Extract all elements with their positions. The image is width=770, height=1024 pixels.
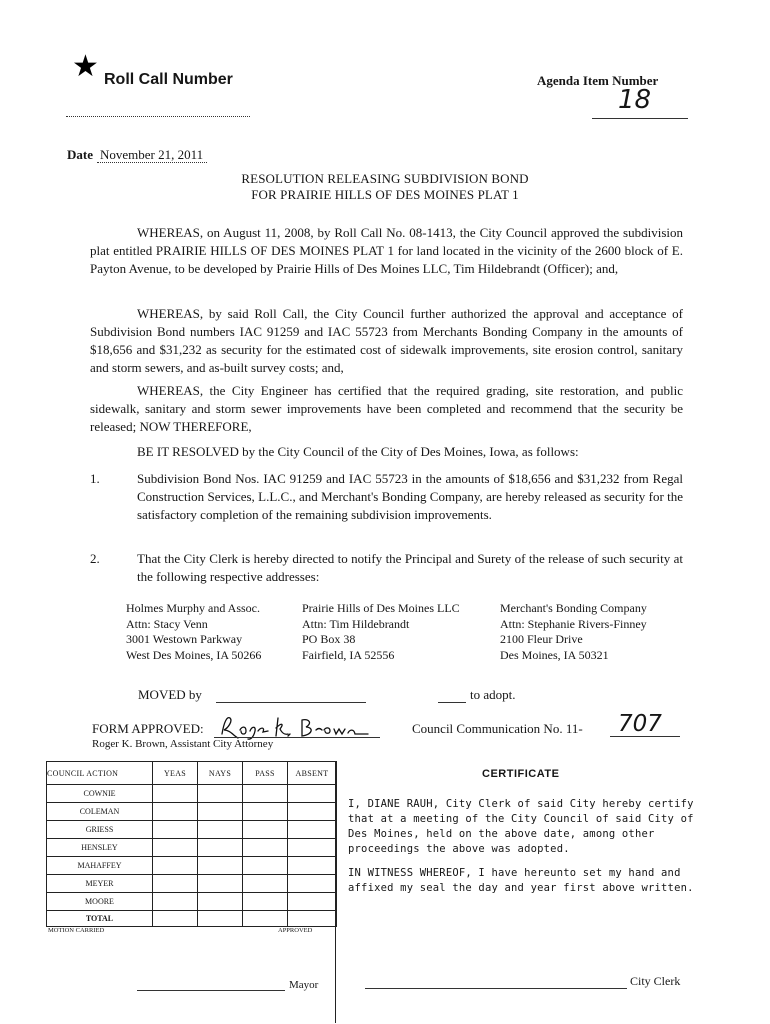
item-number: 2. [90, 551, 100, 566]
motion-carried-label: MOTION CARRIED [48, 927, 105, 934]
date-row [67, 147, 207, 163]
table-row [47, 857, 337, 875]
vote-cell [243, 821, 288, 839]
vote-cell [288, 875, 337, 893]
approved-label: APPROVED [278, 927, 313, 934]
total-label: TOTAL [85, 914, 114, 923]
vote-cell [243, 893, 288, 911]
certificate-title: CERTIFICATE [482, 768, 560, 780]
star-icon: ★ [72, 50, 99, 83]
header-council-action: COUNCIL ACTION [47, 762, 153, 785]
vote-cell [153, 785, 198, 803]
vote-cell [153, 821, 198, 839]
vote-cell [288, 857, 337, 875]
address-line: 2100 Fleur Drive [500, 632, 583, 646]
vote-cell [243, 911, 288, 927]
table-header-row [47, 762, 337, 785]
vote-cell [198, 821, 243, 839]
item-text: That the City Clerk is hereby directed to notify the Principal and Surety of the release of such security at the following respective addresses: [137, 551, 683, 584]
member-cell [47, 839, 153, 857]
title-line-2: FOR PRAIRIE HILLS OF DES MOINES PLAT 1 [251, 187, 519, 202]
member-name: GRIESS [85, 825, 114, 834]
moved-by-label: MOVED by [138, 687, 202, 702]
city-clerk-label: City Clerk [630, 974, 681, 988]
whereas-paragraph-1 [90, 224, 683, 278]
council-communication-label: Council Communication No. 11- [412, 721, 583, 736]
vote-cell [288, 839, 337, 857]
header-yeas: YEAS [153, 762, 198, 785]
table-row [47, 821, 337, 839]
resolution-title [0, 171, 770, 203]
vote-cell [153, 893, 198, 911]
member-cell [47, 785, 153, 803]
vote-cell [198, 857, 243, 875]
address-line: Des Moines, IA 50321 [500, 647, 609, 662]
header-nays: NAYS [198, 762, 243, 785]
section-divider [335, 761, 336, 1023]
member-cell [47, 875, 153, 893]
seconded-line [438, 702, 466, 703]
date-label: Date [67, 147, 93, 162]
member-cell [47, 821, 153, 839]
agenda-item-label: Agenda Item Number [537, 73, 659, 88]
address-line: Attn: Stacy Venn [126, 616, 208, 631]
resolved-paragraph [90, 443, 683, 461]
agenda-item-number: 18 [618, 85, 652, 115]
address-block-merchants-bonding [500, 601, 647, 663]
certificate-paragraph-2: IN WITNESS WHEREOF, I have hereunto set my hand and affixed my seal the day and year first above written. [348, 867, 694, 894]
address-line: Holmes Murphy and Assoc. [126, 601, 260, 615]
moved-by-line [216, 702, 366, 703]
header-pass: PASS [243, 762, 288, 785]
vote-cell [243, 803, 288, 821]
vote-cell [198, 839, 243, 857]
vote-cell [153, 911, 198, 927]
roll-call-label: Roll Call Number [104, 71, 233, 88]
vote-cell [243, 785, 288, 803]
member-name: COWNIE [83, 789, 116, 798]
table-total-row [47, 911, 337, 927]
whereas-paragraph-3 [90, 382, 683, 436]
address-block-holmes-murphy [126, 601, 261, 663]
vote-cell [288, 821, 337, 839]
address-line: Prairie Hills of Des Moines LLC [302, 601, 460, 615]
address-line: 3001 Westown Parkway [126, 632, 243, 646]
vote-cell [288, 785, 337, 803]
table-row [47, 875, 337, 893]
member-cell [47, 857, 153, 875]
address-line: Fairfield, IA 52556 [302, 647, 395, 662]
vote-cell [243, 857, 288, 875]
address-line: Attn: Tim Hildebrandt [302, 616, 410, 631]
certificate-paragraph-1: I, DIANE RAUH, City Clerk of said City hereby certify that at a meeting of the City Council of said City of Des Moines, held on the above date, among other proceedings the above was adopted. [348, 798, 694, 855]
vote-cell [198, 911, 243, 927]
vote-cell [243, 875, 288, 893]
address-line: West Des Moines, IA 50266 [126, 647, 262, 662]
member-name: MAHAFFEY [77, 861, 122, 870]
vote-cell [288, 893, 337, 911]
member-name: HENSLEY [81, 843, 118, 852]
council-communication-line [610, 736, 680, 737]
resolution-item-2 [90, 550, 683, 586]
resolution-item-1 [90, 470, 683, 524]
clerk-signature-line [365, 988, 627, 989]
paragraph-text: WHEREAS, by said Roll Call, the City Council further authorized the approval and acceptance of Subdivision Bond numbers IAC 91259 and IAC 55723 from Merchants Bonding Company in the amounts of $18,656 and $31,232 as security for the estimated cost of sidewalk improvements, site erosion control, sanitary and storm sewers, and as-built survey costs; and, [90, 306, 683, 375]
member-name: MOORE [85, 897, 114, 906]
address-line: Merchant's Bonding Company [500, 601, 647, 615]
paragraph-text: BE IT RESOLVED by the City Council of the City of Des Moines, Iowa, as follows: [137, 444, 579, 459]
agenda-item-line [592, 118, 688, 119]
vote-cell [198, 875, 243, 893]
vote-cell [198, 785, 243, 803]
vote-cell [153, 803, 198, 821]
table-row [47, 893, 337, 911]
table-row [47, 785, 337, 803]
address-block-prairie-hills [302, 601, 460, 663]
member-cell [47, 893, 153, 911]
total-cell [47, 911, 153, 927]
to-adopt-label: to adopt. [470, 687, 516, 702]
title-line-1: RESOLUTION RELEASING SUBDIVISION BOND [241, 171, 529, 186]
mayor-label: Mayor [289, 979, 319, 991]
member-name: COLEMAN [79, 807, 120, 816]
paragraph-text: WHEREAS, the City Engineer has certified that the required grading, site restoration, and public sidewalk, sanitary and storm sewer improvements have been completed and recommend that the security be released; NOW THEREFORE, [90, 383, 683, 434]
mayor-signature-line [137, 990, 285, 991]
vote-cell [153, 857, 198, 875]
whereas-paragraph-2 [90, 305, 683, 377]
form-approved-label: FORM APPROVED: [92, 721, 204, 736]
address-line: PO Box 38 [302, 632, 356, 646]
table-row [47, 839, 337, 857]
council-communication-number: 707 [618, 711, 662, 737]
vote-cell [288, 911, 337, 927]
item-number: 1. [90, 471, 100, 486]
vote-cell [198, 893, 243, 911]
attorney-name: Roger K. Brown, Assistant City Attorney [92, 738, 274, 750]
table-row [47, 803, 337, 821]
vote-cell [288, 803, 337, 821]
vote-cell [198, 803, 243, 821]
vote-cell [153, 839, 198, 857]
vote-cell [243, 839, 288, 857]
address-line: Attn: Stephanie Rivers-Finney [500, 616, 647, 631]
item-text: Subdivision Bond Nos. IAC 91259 and IAC 55723 in the amounts of $18,656 and $31,232 from Regal Construction Services, L.L.C., and Merchant's Bonding Company, are hereby released as security for the satisfactory completion of the remaining subdivision improvements. [137, 471, 683, 522]
council-action-table [46, 761, 337, 927]
header-absent: ABSENT [288, 762, 337, 785]
member-cell [47, 803, 153, 821]
date-value: November 21, 2011 [97, 148, 207, 163]
member-name: MEYER [85, 879, 114, 888]
vote-cell [153, 875, 198, 893]
paragraph-text: WHEREAS, on August 11, 2008, by Roll Call No. 08-1413, the City Council approved the subdivision plat entitled PRAIRIE HILLS OF DES MOINES PLAT 1 for land located in the vicinity of the 2600 block of E. Payton Avenue, to be developed by Prairie Hills of Des Moines LLC, Tim Hildebrandt (Officer); and, [90, 225, 683, 276]
roll-call-number-line [66, 116, 250, 117]
